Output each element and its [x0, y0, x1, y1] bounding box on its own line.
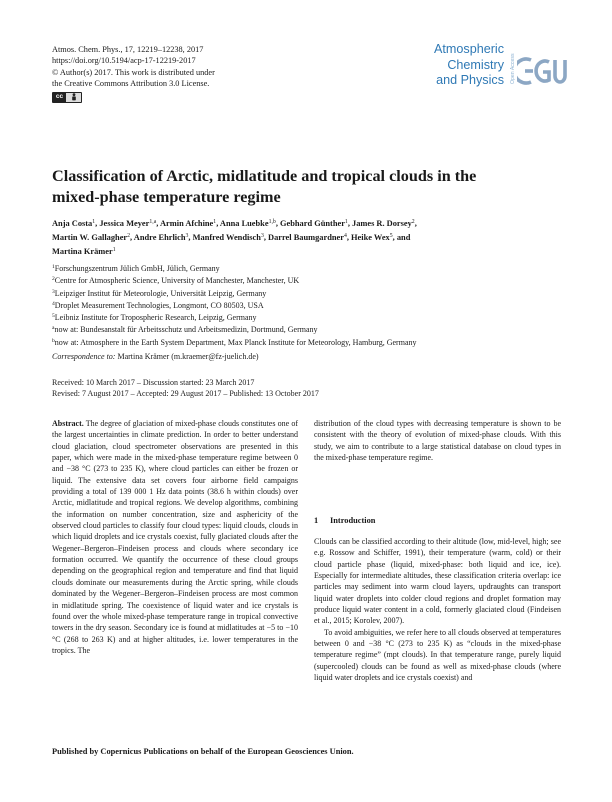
citation: Atmos. Chem. Phys., 17, 12219–12238, 2017	[52, 45, 204, 54]
revised-date: Revised: 7 August 2017 – Accepted: 29 August 2017 – Published: 13 October 2017	[52, 389, 319, 399]
author[interactable]: Armin Afchine$^1$	[160, 219, 217, 228]
affiliation: $^2$Centre for Atmospheric Science, University of Manchester, Manchester, UK	[52, 276, 300, 286]
author[interactable]: James R. Dorsey$^2$	[352, 219, 415, 228]
author[interactable]: Martin W. Gallagher$^2$	[52, 233, 131, 243]
affiliation: $^5$Leibniz Institute for Tropospheric Research, Leipzig, Germany	[52, 313, 257, 323]
cc-by-license-badge[interactable]	[52, 92, 82, 103]
abstract-continued: distribution of the cloud types with decreasing temperature is shown to be consistent with the theory of evolution of mixed-phase clouds. With this study, we aim to contribute to a large statistical database on cloud types in the mixed-phase temperature regime.	[314, 419, 561, 463]
author[interactable]: Anja Costa$^1$	[52, 219, 96, 228]
affiliation: $^3$Leipziger Institut für Meteorologie, Universität Leipzig, Germany	[52, 288, 267, 298]
abstract-body: The degree of glaciation of mixed-phase clouds constitutes one of the largest uncertainties in climate prediction. In order to better understand cloud glaciation, cloud spectrometer observations are presented in this paper, which were made in the mixed-phase temperature regime between 0 and −38 °C (273 to 235 K), where cloud particles can either be frozen or liquid. The extensive data set covers four airborne field campaigns providing a total of 139 000 1 Hz data points (38.6 h within clouds) over Arctic, midlatitude and tropical regions. We develop algorithms, combining the information on number concentration, size and asphericity of the observed cloud particles to classify four cloud types: liquid clouds, clouds in which liquid droplets and ice crystals coexist, fully glaciated clouds after the Wegener–Bergeron–Findeisen process and clouds where secondary ice formation occurred. We quantify the occurrence of these cloud groups depending on the geographical region and temperature and find that liquid clouds dominate our measurements during the Arctic spring, while clouds dominated by the Wegener–Bergeron–Findeisen process are most common in midlatitude spring. The coexistence of liquid water and ice crystals is found over the whole mixed-phase temperature range in tropical convective towers in the dry season. Secondary ice is found at midlatitudes at −5 to −10 °C (268 to 263 K) and at higher altitudes, i.e. lower temperatures in the tropics. The	[52, 419, 298, 655]
copyright-line: © Author(s) 2017. This work is distributed under	[52, 67, 215, 77]
author[interactable]: Martina Krämer$^1$	[52, 247, 116, 257]
paper-title: Classification of Arctic, midlatitude and tropical clouds in the mixed-phase temperature regime	[52, 167, 477, 206]
abstract-label: Abstract.	[52, 419, 84, 428]
affiliation: $^a$now at: Bundesanstalt für Arbeitsschutz und Arbeitsmedizin, Dortmund, Germany	[52, 325, 318, 335]
journal-name: Atmospheric Chemistry and Physics	[434, 42, 504, 88]
author[interactable]: Darrel Baumgardner$^4$	[268, 233, 347, 243]
open-access-label	[508, 44, 516, 84]
author[interactable]: Gebhard Günther$^1$	[280, 219, 348, 228]
publisher-footer: Published by Copernicus Publications on behalf of the European Geosciences Union.	[52, 747, 354, 756]
affiliation-list	[52, 262, 562, 348]
paragraph: Clouds can be classified according to their altitude (low, mid-level, high; see e.g. Rossow and Schiffer, 1991), their temperature (warm, cold) or their cloud particle phase (liquid, mixed-phase: both liquid and ice, ice). Especially for intermediate altitudes, these classification criteria overlap: ice particles may sediment into warm cloud layers, updraughts can transport liquid water droplets into colder cloud regions and droplet formation may produce liquid water content in a cold, formerly glaciated cloud (Findeisen et al., 2015; Korolev, 2007).	[314, 537, 561, 626]
correspondence-contact[interactable]: Martina Krämer (m.kraemer@fz-juelich.de)	[117, 352, 259, 361]
publication-dates	[52, 377, 562, 400]
affiliation: $^1$Forschungszentrum Jülich GmbH, Jülich, Germany	[52, 264, 220, 273]
received-date: Received: 10 March 2017 – Discussion started: 23 March 2017	[52, 378, 255, 387]
author[interactable]: Anna Luebke$^{1,b}$	[219, 219, 276, 228]
correspondence-label: Correspondence to:	[52, 352, 116, 361]
svg-text:Open Access: Open Access	[510, 53, 516, 84]
license-line: the Creative Commons Attribution 3.0 License.	[52, 79, 210, 89]
section-heading-introduction	[314, 516, 375, 525]
article-metadata	[52, 44, 312, 103]
introduction-body	[314, 536, 561, 683]
section-number: 1	[314, 516, 319, 525]
author-list: Anja Costa$^1$, Jessica Meyer$^{1,a}$, Armin Afchine$^1$, Anna Luebke$^{1,b}$, Gebhard Günther$^1$, James R. Dorsey$^2$, Martin W. Gallagher$^2$, Andre Ehrlich$^3$, Manfred Wendisch$^3$, Darrel Baumgardner$^4$, Heike Wex$^5$, and Martina Krämer$^1$	[52, 219, 417, 257]
journal-logo	[404, 42, 569, 97]
egu-logo-icon	[517, 54, 567, 88]
paragraph: To avoid ambiguities, we refer here to all clouds observed at temperatures between 0 and −38 °C (273 to 235 K) as “clouds in the mixed-phase temperature regime” (mpt clouds). In that temperature range, purely liquid (supercooled) clouds can be found as well as mixed-phase clouds (where liquid water droplets and ice crystals coexist) and	[314, 627, 561, 683]
author[interactable]: Jessica Meyer$^{1,a}$	[99, 219, 157, 228]
section-title: Introduction	[330, 516, 376, 525]
cc-icon: cc	[53, 93, 66, 102]
correspondence	[52, 352, 562, 361]
author[interactable]: Andre Ehrlich$^3$	[133, 233, 189, 243]
affiliation: $^4$Droplet Measurement Technologies, Longmont, CO 80503, USA	[52, 300, 264, 310]
attribution-icon	[66, 93, 81, 102]
author[interactable]: Heike Wex$^5$	[351, 233, 393, 243]
affiliation: $^b$now at: Atmosphere in the Earth System Department, Max Planck Institute for Meteorology, Hamburg, Germany	[52, 337, 417, 347]
doi-link[interactable]: https://doi.org/10.5194/acp-17-12219-2017	[52, 56, 196, 66]
abstract	[52, 418, 298, 656]
author[interactable]: Manfred Wendisch$^3$	[192, 233, 264, 243]
